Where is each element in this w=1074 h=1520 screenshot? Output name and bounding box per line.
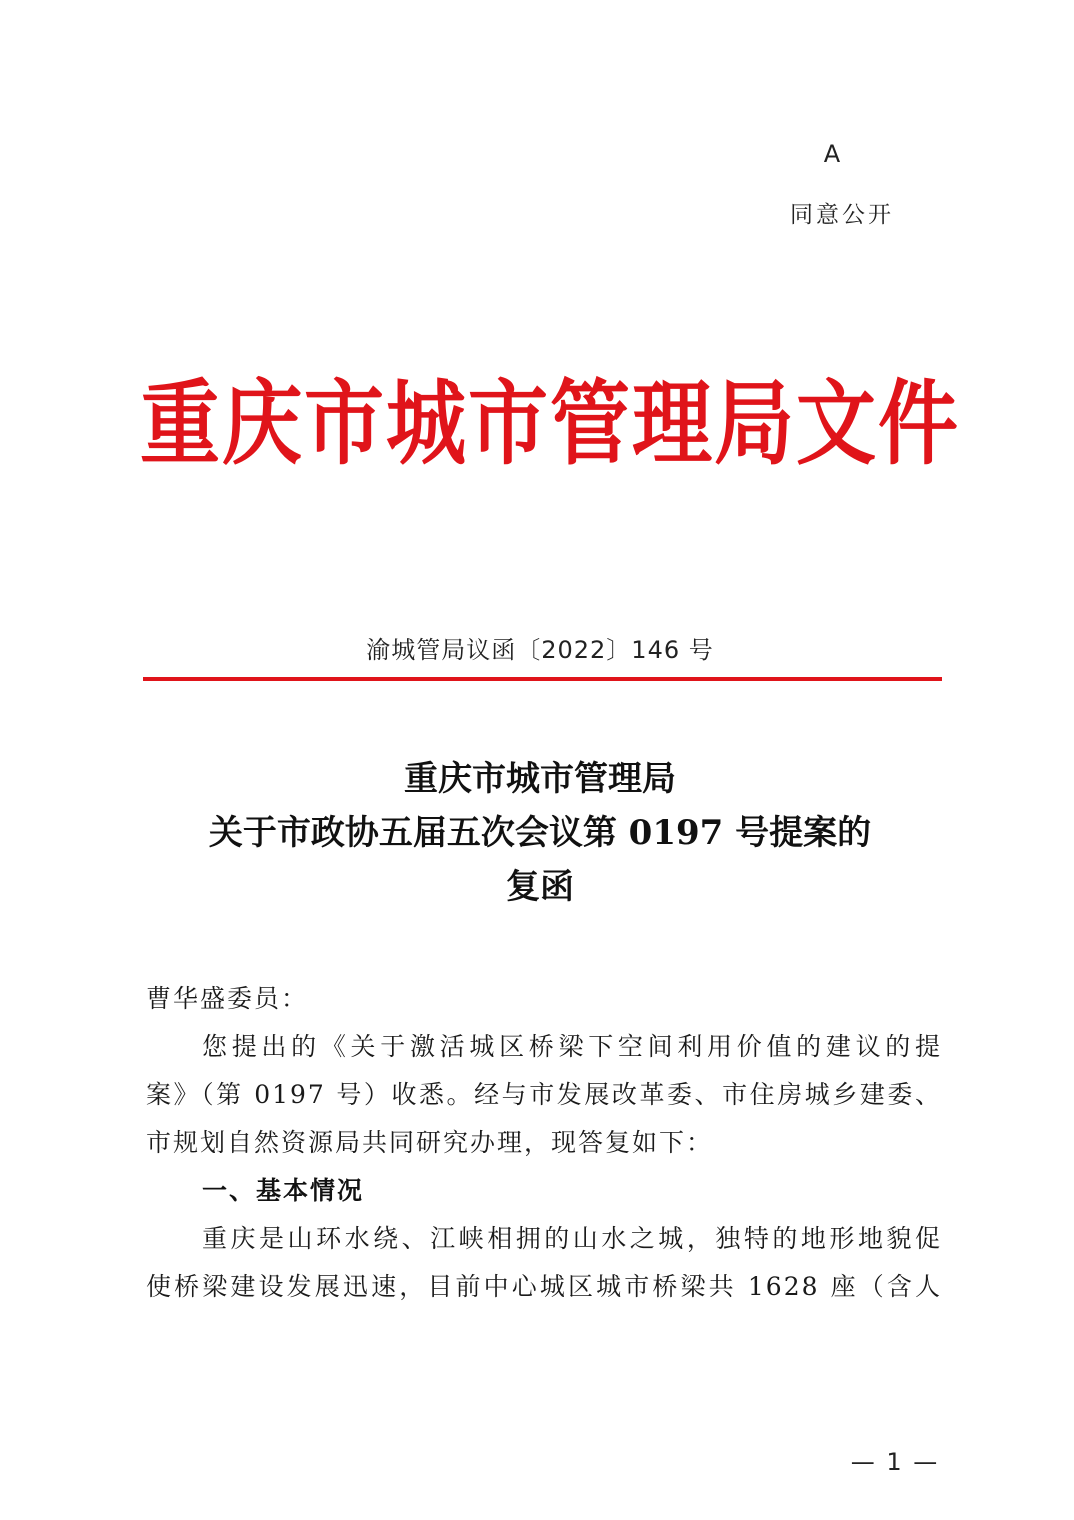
- red-divider-line: [143, 677, 942, 681]
- page-number: — 1 —: [850, 1448, 940, 1476]
- document-title: [140, 752, 940, 914]
- document-body: [146, 975, 942, 1311]
- disclosure-level: A: [823, 140, 841, 168]
- paragraph-1-line-3: 市规划自然资源局共同研究办理，现答复如下：: [146, 1128, 714, 1157]
- section-heading-basic-situation: 一、基本情况: [202, 1176, 365, 1205]
- paragraph-2-line-1: 重庆是山环水绕、江峡相拥的山水之城，独特的地形地貌促: [202, 1224, 942, 1253]
- paragraph-2-line-2: 使桥梁建设发展迅速，目前中心城区城市桥梁共 1628 座（含人: [146, 1272, 942, 1301]
- disclosure-label: 同意公开: [790, 202, 894, 228]
- paragraph-1-line-2: 案》（第 0197 号）收悉。经与市发展改革委、市住房城乡建委、: [146, 1080, 942, 1109]
- title-line-3: 复函: [506, 867, 574, 907]
- title-line-2: 关于市政协五届五次会议第 0197 号提案的: [208, 813, 872, 853]
- title-line-1: 重庆市城市管理局: [404, 759, 676, 799]
- document-number: 渝城管局议函〔2022〕146 号: [366, 636, 714, 664]
- paragraph-1-line-1: 您提出的《关于激活城区桥梁下空间利用价值的建议的提: [202, 1032, 942, 1061]
- issuer-header-title: 重庆市城市管理局文件: [140, 369, 960, 478]
- salutation: 曹华盛委员：: [146, 984, 309, 1013]
